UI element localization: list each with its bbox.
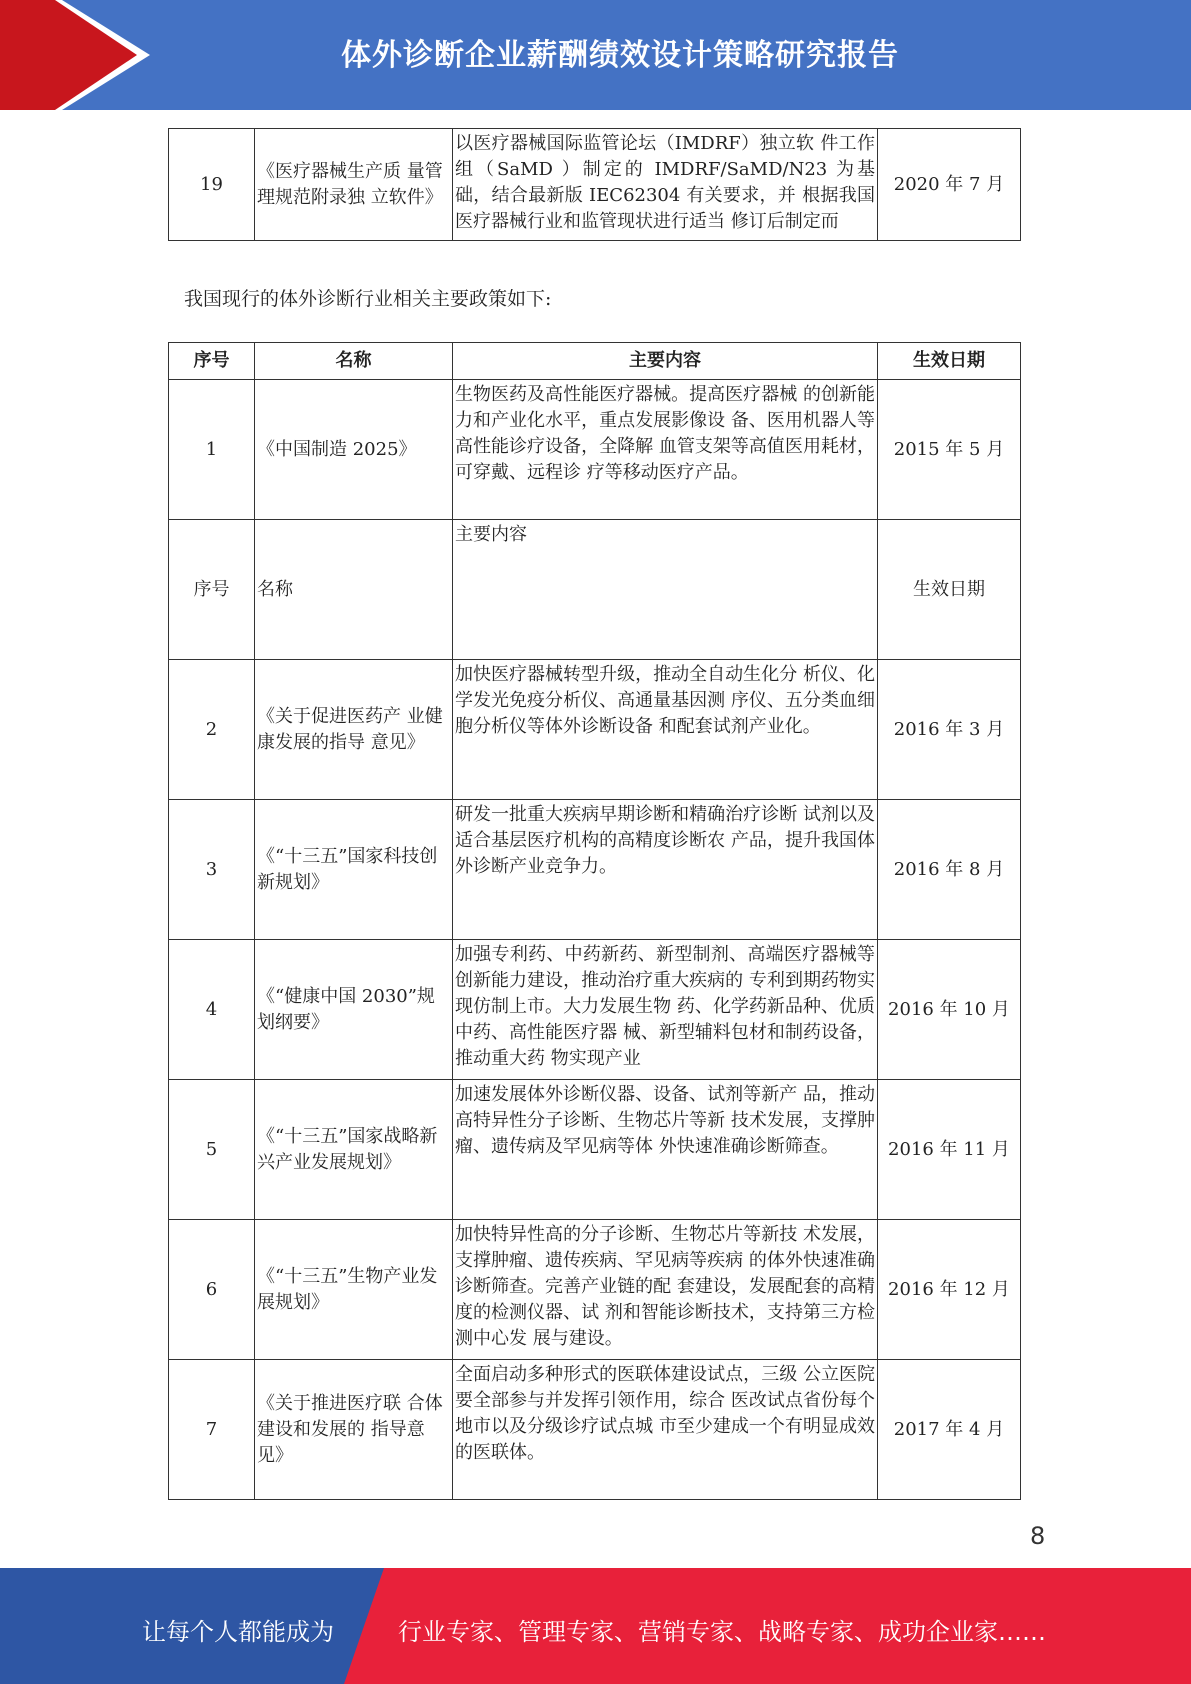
cell-name: 《关于促进医药产 业健康发展的指导 意见》 bbox=[255, 660, 453, 800]
table-header-row bbox=[169, 343, 1021, 380]
table-row bbox=[169, 940, 1021, 1080]
cell-content: 全面启动多种形式的医联体建设试点，三级 公立医院要全部参与并发挥引领作用，综合 医改试点省份每个地市以及分级诊疗试点城 市至少建成一个有明显成效的医联体。 bbox=[453, 1360, 878, 1500]
header-num: 序号 bbox=[169, 343, 255, 380]
table-row bbox=[169, 660, 1021, 800]
intro-paragraph: 我国现行的体外诊断行业相关主要政策如下: bbox=[184, 288, 552, 310]
cell-content: 以医疗器械国际监管论坛（IMDRF）独立软 件工作组（SaMD ）制定的 IMDRF/SaMD/N23 为基础，结合最新版 IEC62304 有关要求，并 根据我国医疗器械行业和监管现状进行适当 修订后制定而 bbox=[453, 129, 878, 241]
table-row bbox=[169, 1220, 1021, 1360]
cell-date: 生效日期 bbox=[878, 520, 1021, 660]
cell-num: 7 bbox=[169, 1360, 255, 1500]
cell-num: 4 bbox=[169, 940, 255, 1080]
cell-name: 《“十三五”生物产业发展规划》 bbox=[255, 1220, 453, 1360]
cell-name: 《“十三五”国家战略新兴产业发展规划》 bbox=[255, 1080, 453, 1220]
cell-num: 2 bbox=[169, 660, 255, 800]
table-row bbox=[169, 1080, 1021, 1220]
cell-date: 2017 年 4 月 bbox=[878, 1360, 1021, 1500]
cell-num: 5 bbox=[169, 1080, 255, 1220]
cell-content: 生物医药及高性能医疗器械。提高医疗器械 的创新能力和产业化水平，重点发展影像设 备、医用机器人等高性能诊疗设备，全降解 血管支架等高值医用耗材，可穿戴、远程诊 疗等移动医疗产品。 bbox=[453, 380, 878, 520]
cell-date: 2016 年 11 月 bbox=[878, 1080, 1021, 1220]
page-header bbox=[0, 0, 1191, 110]
table-row bbox=[169, 800, 1021, 940]
footer-slogan-right: 行业专家、管理专家、营销专家、战略专家、成功企业家…… bbox=[398, 1618, 1046, 1646]
table-row bbox=[169, 1360, 1021, 1500]
cell-content: 加快特异性高的分子诊断、生物芯片等新技 术发展，支撑肿瘤、遗传疾病、罕见病等疾病 的体外快速准确诊断筛查。完善产业链的配 套建设，发展配套的高精度的检测仪器、试 剂和智能诊断技术，支持第三方检测中心发 展与建设。 bbox=[453, 1220, 878, 1360]
cell-num: 1 bbox=[169, 380, 255, 520]
cell-name: 名称 bbox=[255, 520, 453, 660]
page-footer bbox=[0, 1568, 1191, 1684]
continued-policy-table bbox=[168, 128, 1021, 241]
cell-content: 加速发展体外诊断仪器、设备、试剂等新产 品，推动高特异性分子诊断、生物芯片等新 技术发展，支撑肿瘤、遗传病及罕见病等体 外快速准确诊断筛查。 bbox=[453, 1080, 878, 1220]
header-arrow-decoration bbox=[0, 0, 150, 110]
cell-num: 19 bbox=[169, 129, 255, 241]
cell-name: 《关于推进医疗联 合体建设和发展的 指导意见》 bbox=[255, 1360, 453, 1500]
footer-slogan-left: 让每个人都能成为 bbox=[142, 1618, 334, 1646]
cell-content: 研发一批重大疾病早期诊断和精确治疗诊断 试剂以及适合基层医疗机构的高精度诊断农 产品，提升我国体外诊断产业竞争力。 bbox=[453, 800, 878, 940]
table-row bbox=[169, 380, 1021, 520]
header-name: 名称 bbox=[255, 343, 453, 380]
cell-content: 加快医疗器械转型升级，推动全自动生化分 析仪、化学发光免疫分析仪、高通量基因测 序仪、五分类血细胞分析仪等体外诊断设备 和配套试剂产业化。 bbox=[453, 660, 878, 800]
cell-content: 主要内容 bbox=[453, 520, 878, 660]
header-content: 主要内容 bbox=[453, 343, 878, 380]
cell-name: 《中国制造 2025》 bbox=[255, 380, 453, 520]
table-row bbox=[169, 520, 1021, 660]
cell-num: 序号 bbox=[169, 520, 255, 660]
cell-name: 《医疗器械生产质 量管理规范附录独 立软件》 bbox=[255, 129, 453, 241]
cell-num: 6 bbox=[169, 1220, 255, 1360]
cell-date: 2016 年 3 月 bbox=[878, 660, 1021, 800]
page-number: 8 bbox=[1030, 1522, 1046, 1550]
cell-name: 《“健康中国 2030”规划纲要》 bbox=[255, 940, 453, 1080]
table-row bbox=[169, 129, 1021, 241]
cell-num: 3 bbox=[169, 800, 255, 940]
report-title: 体外诊断企业薪酬绩效设计策略研究报告 bbox=[341, 38, 899, 73]
cell-name: 《“十三五”国家科技创新规划》 bbox=[255, 800, 453, 940]
cell-date: 2015 年 5 月 bbox=[878, 380, 1021, 520]
cell-content: 加强专利药、中药新药、新型制剂、高端医疗器械等创新能力建设，推动治疗重大疾病的 专利到期药物实现仿制上市。大力发展生物 药、化学药新品种、优质中药、高性能医疗器 械、新型辅料包材和制药设备，推动重大药 物实现产业 bbox=[453, 940, 878, 1080]
header-date: 生效日期 bbox=[878, 343, 1021, 380]
cell-date: 2016 年 10 月 bbox=[878, 940, 1021, 1080]
cell-date: 2020 年 7 月 bbox=[878, 129, 1021, 241]
cell-date: 2016 年 8 月 bbox=[878, 800, 1021, 940]
policy-table bbox=[168, 342, 1021, 1500]
cell-date: 2016 年 12 月 bbox=[878, 1220, 1021, 1360]
